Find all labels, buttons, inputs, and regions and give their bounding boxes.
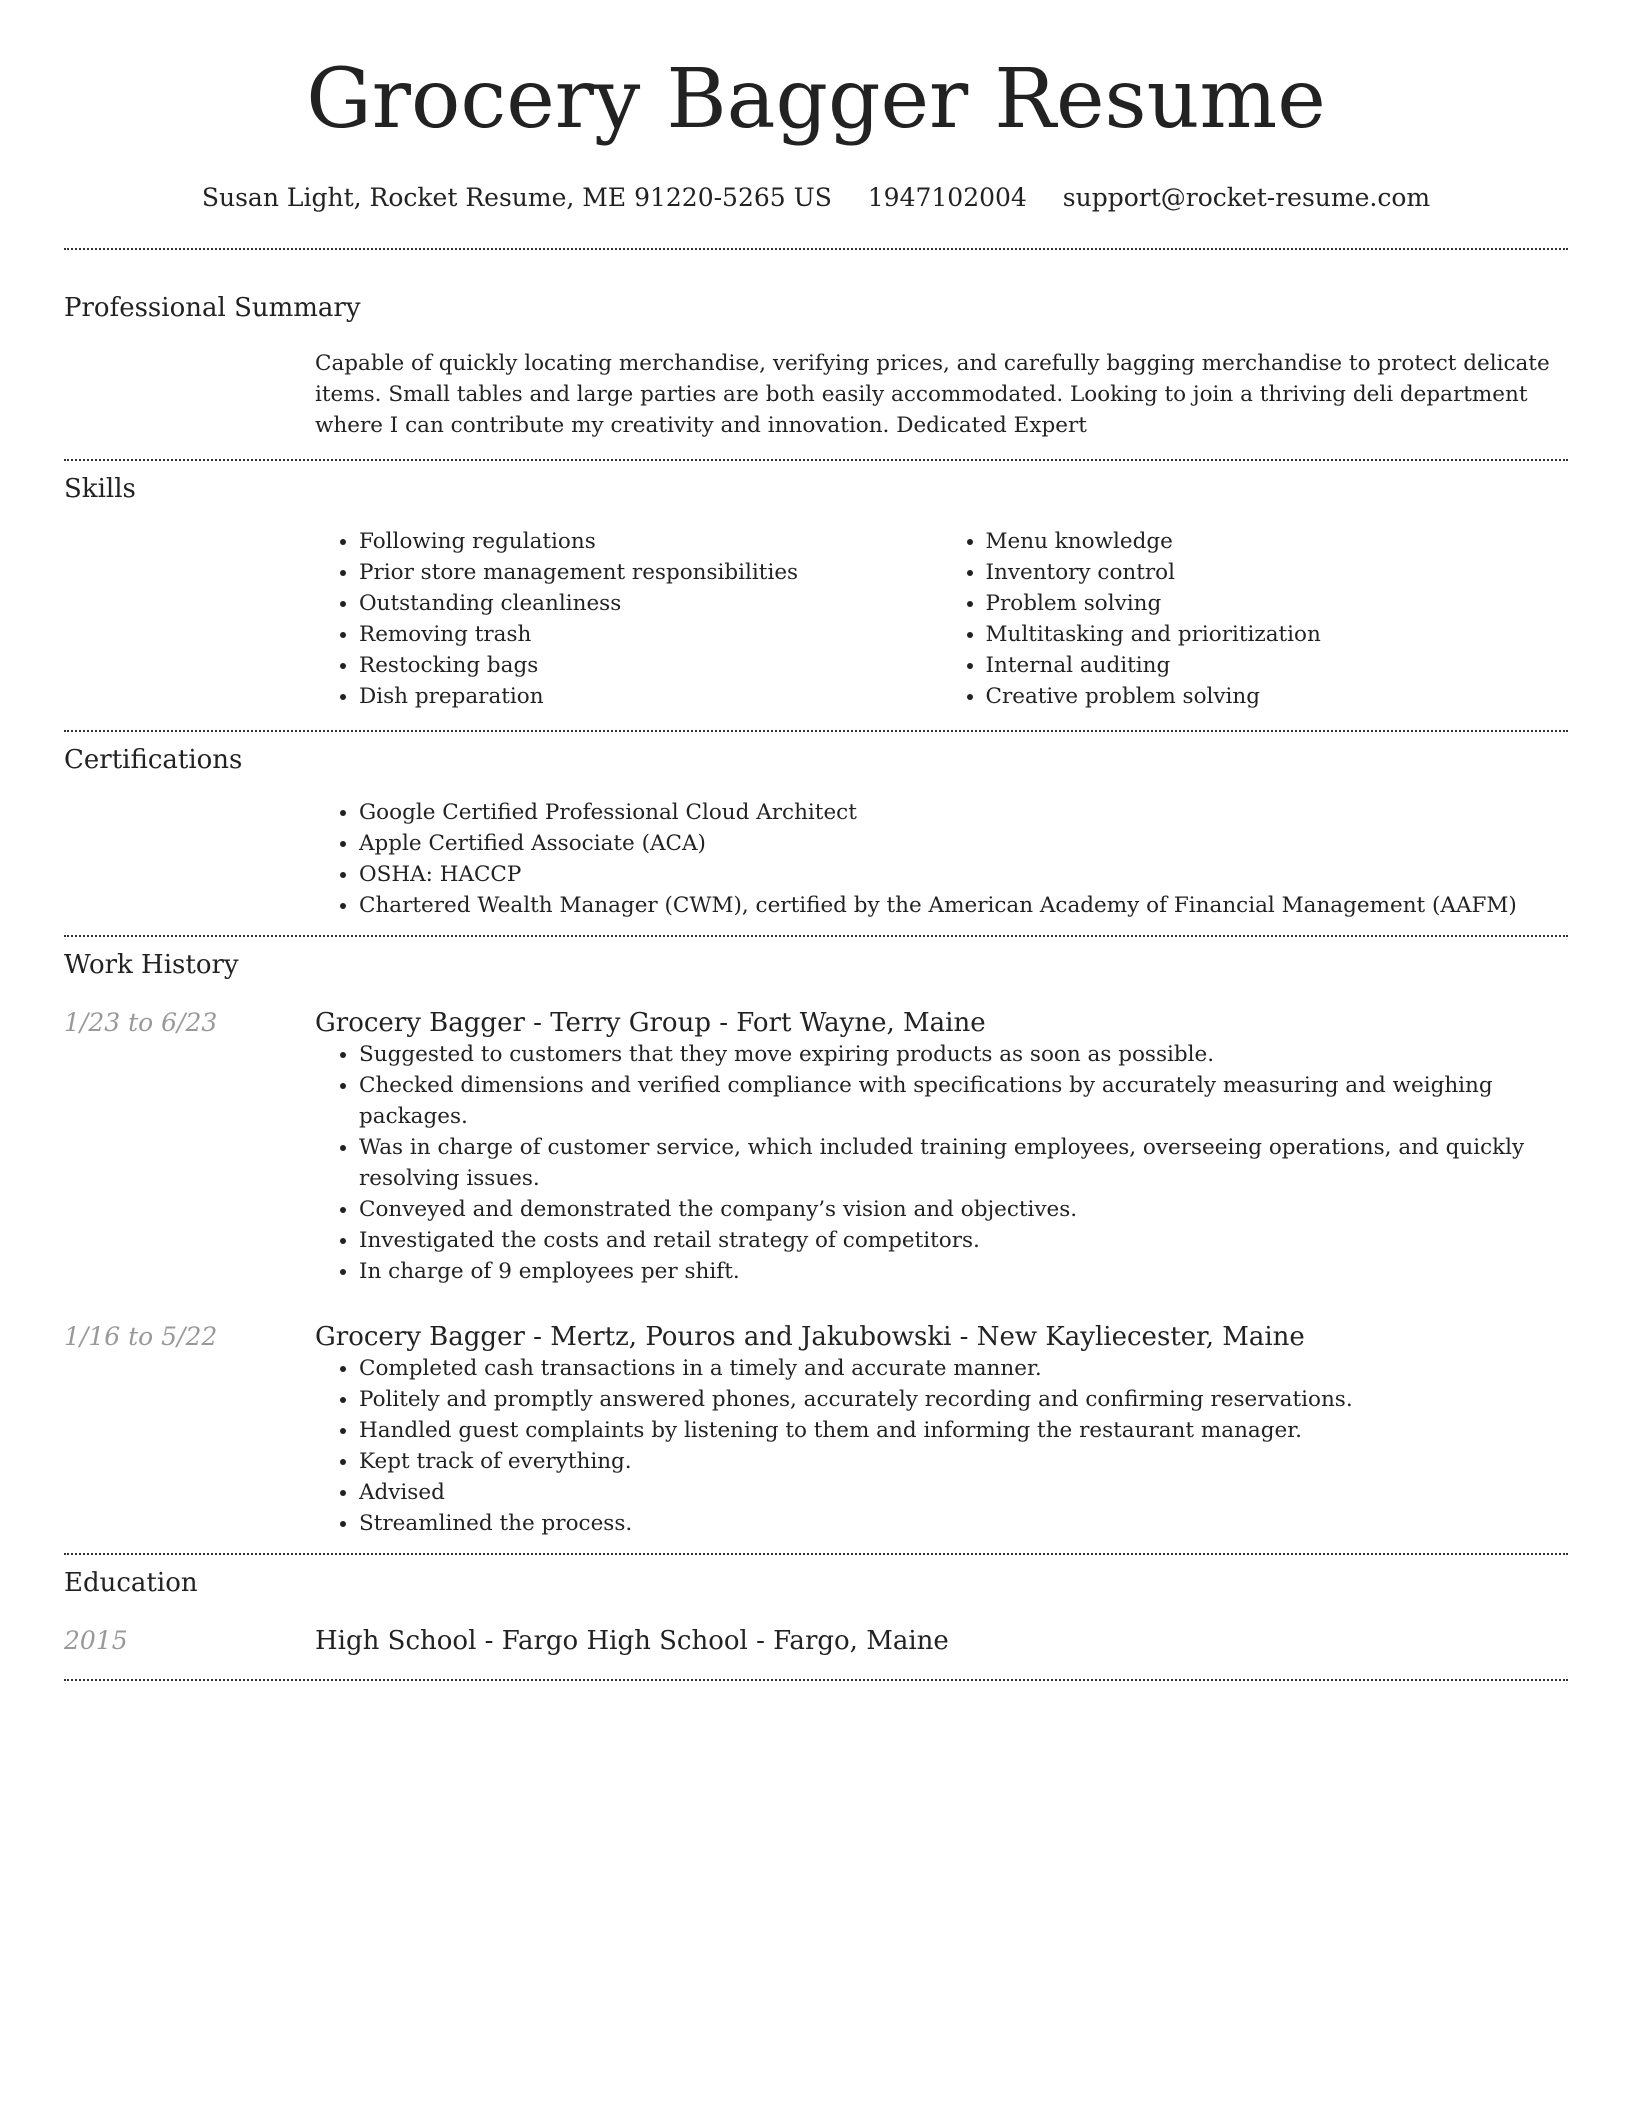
list-item: • Investigated the costs and retail strategy of competitors. — [359, 1225, 1568, 1256]
list-item: • Advised — [359, 1477, 1568, 1508]
list-item: • Apple Certified Associate (ACA) — [359, 828, 1568, 859]
contact-email: support@rocket-resume.com — [1062, 183, 1431, 212]
list-item: • Streamlined the process. — [359, 1508, 1568, 1539]
list-item: • Checked dimensions and verified compliance with specifications by accurately measuring and weighing packages. — [359, 1070, 1568, 1132]
list-item: • Google Certified Professional Cloud Architect — [359, 797, 1568, 828]
list-item: • Internal auditing — [986, 650, 1569, 681]
skills-list-left — [315, 526, 942, 712]
list-item: • Outstanding cleanliness — [359, 588, 942, 619]
education-entry-body — [315, 1625, 1568, 1657]
education-entry — [64, 1625, 1568, 1657]
skills-content — [315, 526, 1568, 712]
list-item: • Restocking bags — [359, 650, 942, 681]
contact-line — [64, 182, 1568, 214]
list-item: • Suggested to customers that they move expiring products as soon as possible. — [359, 1039, 1568, 1070]
skills-heading: Skills — [64, 474, 136, 504]
education-heading: Education — [64, 1568, 198, 1598]
list-item: • Was in charge of customer service, which included training employees, overseeing operations, and quickly resolving issues. — [359, 1132, 1568, 1194]
job-duties-list — [315, 1039, 1568, 1287]
job-title: Grocery Bagger - Mertz, Pouros and Jakubowski - New Kayliecester, Maine — [315, 1322, 1305, 1352]
list-item: • Removing trash — [359, 619, 942, 650]
list-item: • Kept track of everything. — [359, 1446, 1568, 1477]
job-duties-list — [315, 1353, 1568, 1539]
work-entry — [64, 1321, 1568, 1539]
summary-heading: Professional Summary — [64, 293, 361, 323]
page-title: Grocery Bagger Resume — [306, 52, 1326, 147]
list-item: • In charge of 9 employees per shift. — [359, 1256, 1568, 1287]
skills-section — [64, 461, 1568, 712]
contact-address: Susan Light, Rocket Resume, ME 91220-5265 US — [201, 183, 832, 212]
resume-page — [64, 0, 1568, 1681]
certifications-list — [315, 797, 1568, 921]
work-dates: 1/23 to 6/23 — [64, 1008, 218, 1037]
work-dates: 1/16 to 5/22 — [64, 1322, 218, 1351]
summary-text: Capable of quickly locating merchandise, verifying prices, and carefully bagging merchandise to protect delicate items. Small tables and large parties are both easily accommodated. Looking to join a thriving deli department where I can contribute my creativity and innovation. Dedicated Expert — [315, 351, 1550, 438]
education-title: High School - Fargo High School - Fargo, Maine — [315, 1626, 949, 1656]
education-dates: 2015 — [64, 1626, 128, 1655]
list-item: • Inventory control — [986, 557, 1569, 588]
list-item: • Creative problem solving — [986, 681, 1569, 712]
list-item: • Menu knowledge — [986, 526, 1569, 557]
work-entry-body — [315, 1321, 1568, 1539]
list-item: • OSHA: HACCP — [359, 859, 1568, 890]
contact-phone: 1947102004 — [867, 183, 1027, 212]
education-section — [64, 1555, 1568, 1657]
list-item: • Multitasking and prioritization — [986, 619, 1569, 650]
list-item: • Dish preparation — [359, 681, 942, 712]
list-item: • Completed cash transactions in a timely and accurate manner. — [359, 1353, 1568, 1384]
divider — [64, 1679, 1568, 1681]
work-section — [64, 937, 1568, 1539]
list-item: • Prior store management responsibilities — [359, 557, 942, 588]
work-entry — [64, 1007, 1568, 1287]
list-item: • Handled guest complaints by listening to them and informing the restaurant manager. — [359, 1415, 1568, 1446]
summary-content — [315, 348, 1568, 441]
certifications-content — [315, 797, 1568, 921]
certifications-section — [64, 732, 1568, 921]
list-item: • Following regulations — [359, 526, 942, 557]
list-item: • Chartered Wealth Manager (CWM), certified by the American Academy of Financial Management (AAFM) — [359, 890, 1568, 921]
list-item: • Politely and promptly answered phones, accurately recording and confirming reservations. — [359, 1384, 1568, 1415]
summary-section — [64, 250, 1568, 441]
skills-list-right — [942, 526, 1569, 712]
job-title: Grocery Bagger - Terry Group - Fort Wayne, Maine — [315, 1008, 986, 1038]
list-item: • Problem solving — [986, 588, 1569, 619]
list-item: • Conveyed and demonstrated the company’s vision and objectives. — [359, 1194, 1568, 1225]
work-entry-body — [315, 1007, 1568, 1287]
certifications-heading: Certifications — [64, 745, 243, 775]
work-heading: Work History — [64, 950, 239, 980]
